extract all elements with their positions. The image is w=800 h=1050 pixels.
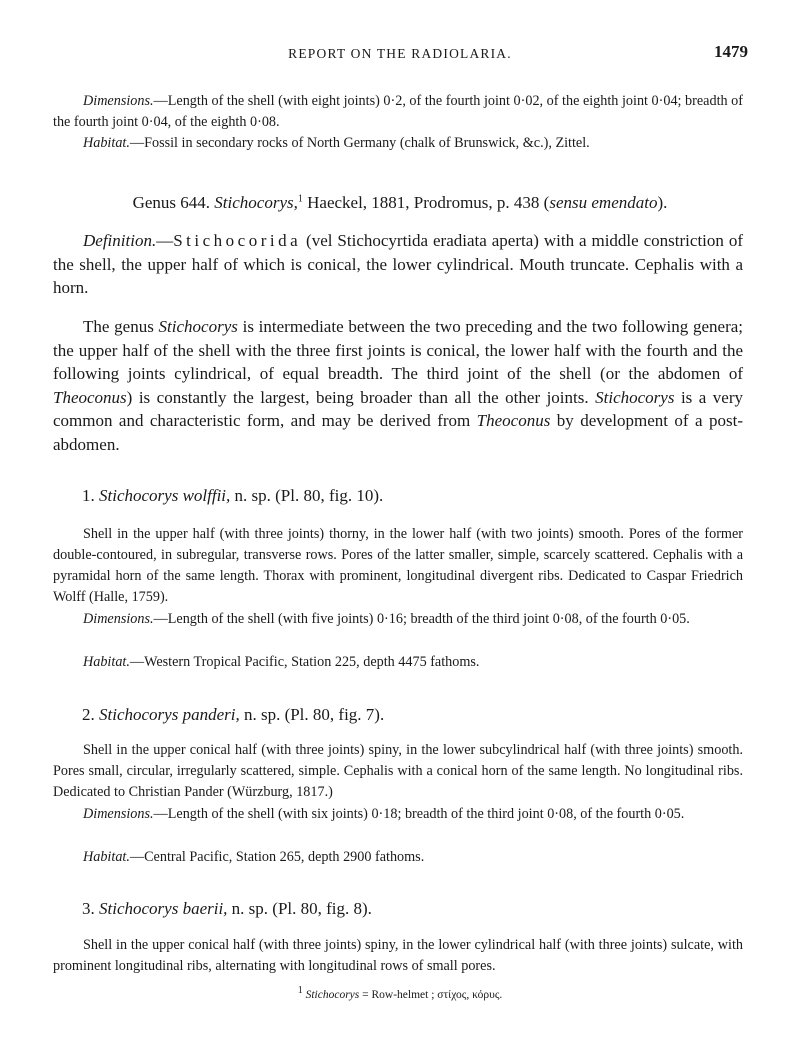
- species-description: Shell in the upper half (with three joints) thorny, in the lower half (with two joints) smooth. Pores of the former double-contoured, in subregular, transverse rows. Pores of the latter smaller, simple, scarcely scattered. Cephalis with a pyramidal horn of the same length. Thorax with prominent, longitudinal divergent ribs. Dedicated to Caspar Friedrich Wolff (Halle, 1759).: [53, 526, 743, 605]
- page-number: 1479: [714, 42, 748, 61]
- genus-ref-2: Theoconus: [53, 387, 127, 407]
- habitat-text: —Fossil in secondary rocks of North Germany (chalk of Brunswick, &c.), Zittel.: [129, 135, 590, 151]
- dimensions-text: —Length of the shell (with six joints) 0·18; breadth of the third joint 0·08, of the fourth 0·05.: [153, 806, 685, 822]
- species-number: 3.: [82, 899, 95, 918]
- genus-ref-1: Stichocorys: [158, 317, 238, 336]
- discussion-text-1: The genus: [83, 317, 159, 336]
- habitat-text: —Central Pacific, Station 265, depth 2900 fathoms.: [129, 849, 425, 865]
- species-ref: n. sp. (Pl. 80, fig. 7).: [239, 705, 385, 724]
- species-habitat: [53, 847, 743, 868]
- species-name: Stichocorys wolffii,: [99, 486, 231, 505]
- definition-paragraph: [53, 229, 743, 300]
- genus-name: Stichocorys,: [214, 193, 298, 212]
- genus-author: Haeckel, 1881, Prodromus, p. 438 (: [302, 193, 550, 212]
- species-description: Shell in the upper conical half (with three joints) spiny, in the lower cylindrical half (with three joints) sulcate, with prominent longitudinal ribs, alternating with longitudinal rows of small pores.: [53, 937, 743, 974]
- genus-qualifier: sensu emendato: [549, 193, 658, 212]
- footnote-term: Stichocorys: [305, 988, 360, 1001]
- dimensions-label: Dimensions.: [83, 611, 154, 627]
- discussion-text-2: is intermediate between the two preceding and the two following genera; the upper half of the shell with the three first joints is conical, the lower half with the fourth and the following joints cylindrical, of equal breadth. The third joint of the shell (or the abdomen of: [53, 317, 743, 383]
- discussion-text-3: ) is constantly the largest, being broader than all the other joints.: [126, 387, 596, 407]
- genus-suffix: ).: [657, 193, 668, 212]
- habitat-text: —Western Tropical Pacific, Station 225, depth 4475 fathoms.: [129, 654, 480, 670]
- species-heading: [82, 899, 372, 919]
- habitat-label: Habitat.: [83, 135, 130, 151]
- genus-ref-4: Theoconus: [476, 411, 551, 430]
- habitat-label: Habitat.: [83, 654, 130, 670]
- footnote: [0, 985, 800, 1001]
- definition-label: Definition.: [83, 231, 157, 250]
- species-ref: n. sp. (Pl. 80, fig. 10).: [230, 486, 384, 505]
- species-heading: [82, 486, 383, 506]
- species-number: 2.: [82, 705, 95, 724]
- prev-habitat: [53, 133, 743, 154]
- footnote-mark: 1: [297, 193, 303, 205]
- definition-text: (vel Stichocyrtida eradiata aperta) with a middle constriction of the shell, the upper half of which is conical, the lower cylindrical. Mouth truncate. Cephalis with a horn.: [53, 231, 743, 297]
- species-dimensions: [53, 804, 743, 825]
- dimensions-text: —Length of the shell (with five joints) 0·16; breadth of the third joint 0·08, of the fourth 0·05.: [153, 611, 690, 627]
- definition-dash: —: [156, 231, 174, 250]
- footnote-mark: 1: [297, 985, 303, 996]
- species-name: Stichocorys baerii,: [99, 899, 228, 918]
- species-dimensions: [53, 609, 743, 630]
- genus-number: Genus 644.: [132, 193, 211, 212]
- species-ref: n. sp. (Pl. 80, fig. 8).: [227, 899, 372, 918]
- footnote-text: = Row-helmet ; στίχος, κόρυς.: [359, 988, 503, 1001]
- genus-heading: [0, 193, 800, 213]
- discussion-text-5: by development of a post-abdomen.: [53, 411, 743, 454]
- dimensions-text: —Length of the shell (with eight joints) 0·2, of the fourth joint 0·02, of the eighth joint 0·04; breadth of the fourth joint 0·04, of the eighth 0·08.: [53, 93, 743, 130]
- habitat-label: Habitat.: [83, 849, 130, 865]
- species-name: Stichocorys panderi,: [99, 705, 240, 724]
- species-heading: [82, 705, 384, 725]
- discussion-paragraph: [53, 315, 743, 456]
- species-number: 1.: [82, 486, 95, 505]
- species-habitat: [53, 652, 743, 673]
- species-description: Shell in the upper conical half (with three joints) spiny, in the lower subcylindrical half (with three joints) smooth. Pores small, circular, irregularly scattered, simple. Cephalis with a conical horn of the same length. No longitudinal ribs. Dedicated to Christian Pander (Würzburg, 1817.): [53, 742, 743, 800]
- dimensions-label: Dimensions.: [83, 806, 154, 822]
- discussion-text-4: is a very common and characteristic form, and may be derived from: [53, 387, 744, 430]
- running-header: REPORT ON THE RADIOLARIA.: [288, 46, 512, 61]
- genus-ref-3: Stichocorys: [595, 387, 675, 407]
- family-name: Stichocorida: [173, 231, 302, 250]
- dimensions-label: Dimensions.: [83, 93, 154, 109]
- prev-dimensions: [53, 91, 743, 133]
